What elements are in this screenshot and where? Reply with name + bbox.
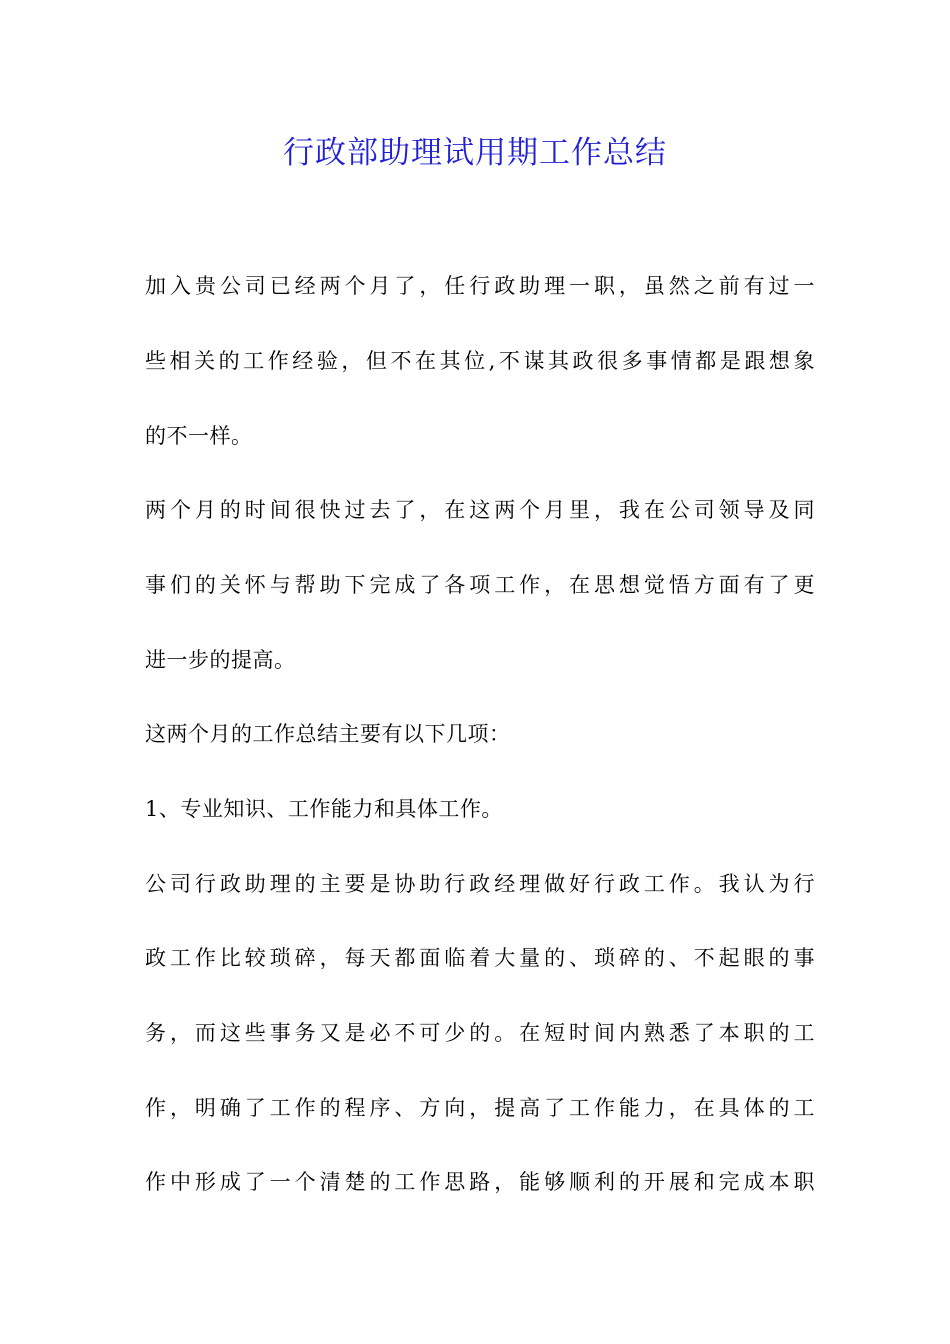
paragraph-line: 事们的关怀与帮助下完成了各项工作，在思想觉悟方面有了更 bbox=[145, 573, 815, 597]
section-heading: 1、专业知识、工作能力和具体工作。 bbox=[145, 797, 503, 821]
paragraph-line: 务，而这些事务又是必不可少的。在短时间内熟悉了本职的工 bbox=[145, 1021, 815, 1045]
paragraph-line: 公司行政助理的主要是协助行政经理做好行政工作。我认为行 bbox=[145, 872, 815, 896]
document-title: 行政部助理试用期工作总结 bbox=[283, 135, 667, 171]
paragraph-line: 作中形成了一个清楚的工作思路，能够顺利的开展和完成本职 bbox=[145, 1170, 815, 1194]
paragraph-line: 这两个月的工作总结主要有以下几项： bbox=[145, 722, 511, 746]
paragraph-line: 进一步的提高。 bbox=[145, 648, 296, 672]
paragraph-line: 的不一样。 bbox=[145, 424, 253, 448]
paragraph-line: 加入贵公司已经两个月了，任行政助理一职，虽然之前有过一 bbox=[145, 274, 815, 298]
paragraph-line: 作，明确了工作的程序、方向，提高了工作能力，在具体的工 bbox=[145, 1096, 815, 1120]
paragraph-line: 些相关的工作经验，但不在其位,不谋其政很多事情都是跟想象 bbox=[145, 349, 815, 373]
paragraph-line: 政工作比较琐碎，每天都面临着大量的、琐碎的、不起眼的事 bbox=[145, 946, 815, 970]
paragraph-line: 两个月的时间很快过去了，在这两个月里，我在公司领导及同 bbox=[145, 498, 815, 522]
